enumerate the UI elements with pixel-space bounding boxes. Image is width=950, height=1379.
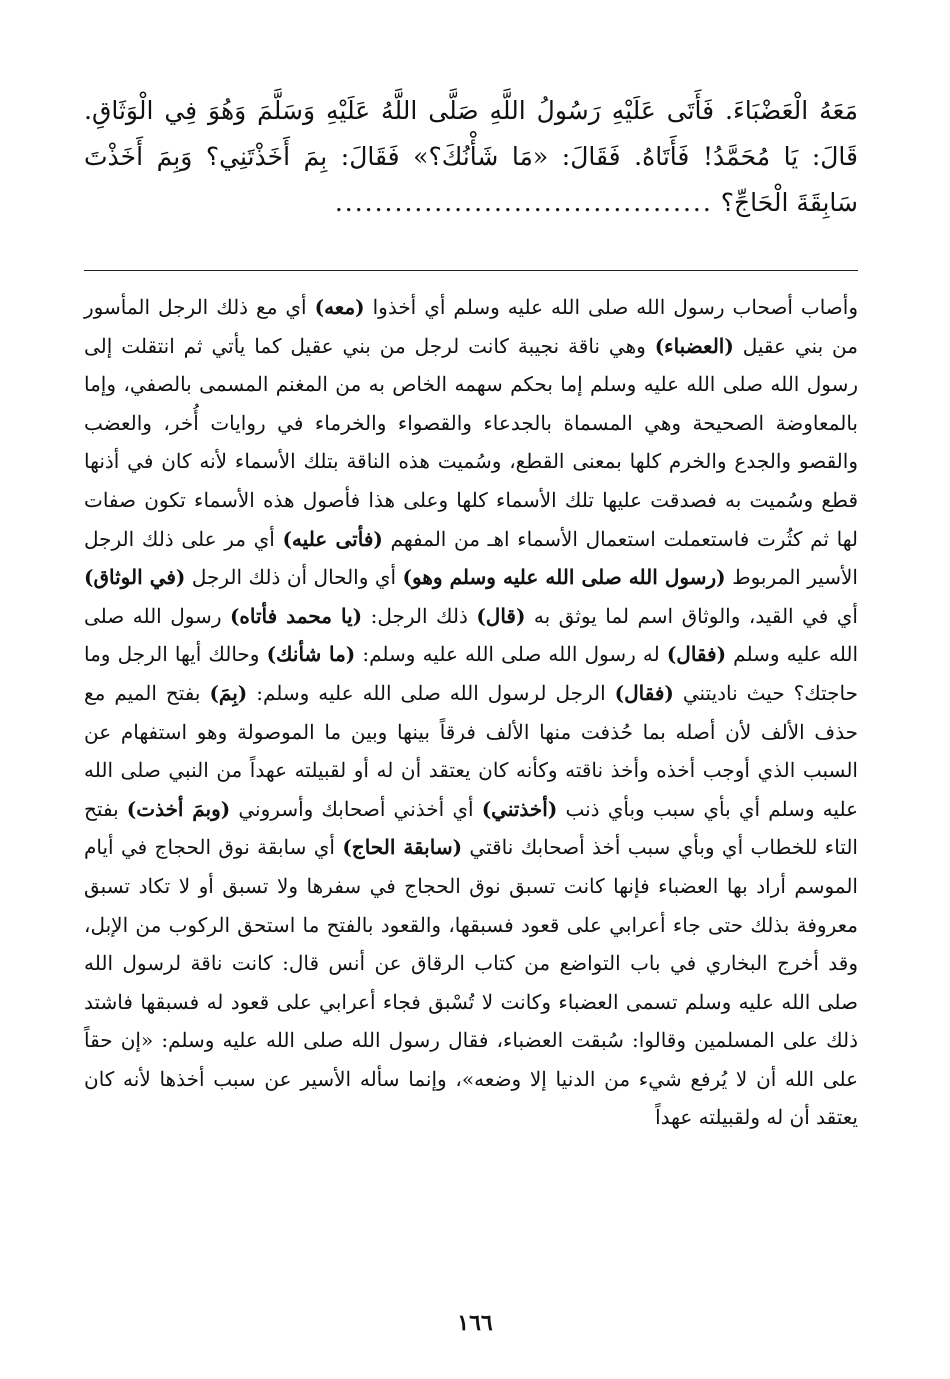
commentary-text: رسول الله صلى الله عليه وسلم <box>84 603 859 667</box>
quoted-term: (معه) <box>314 295 365 319</box>
quoted-term: (فقال) <box>614 680 674 705</box>
continuation-dots: ...................................... <box>334 188 713 217</box>
quoted-term: (فقال) <box>666 642 727 667</box>
commentary-text: له رسول الله صلى الله عليه وسلم: <box>355 642 667 667</box>
quoted-term: (أخذتني) <box>481 796 558 821</box>
commentary-text: أي في القيد، والوثاق اسم لما يوثق به <box>525 603 858 628</box>
commentary-text: أي أخذني أصحابك وأسروني <box>230 796 482 821</box>
commentary-text: أي مع ذلك الرجل المأسور من بني عقيل <box>84 295 858 358</box>
commentary-text: أي مر على ذلك الرجل الأسير المربوط <box>84 526 858 590</box>
commentary-text: وهي ناقة نجيبة كانت لرجل من بني عقيل كما يأتي ثم انتقلت إلى رسول الله صلى الله عليه وسلم إما بحكم سهمه الخاص به من المغنم المسمى بالصفي، وإما بالمعاوضة الصحيحة وهي المسماة بالجدعاء والقصواء والخرماء في روايات أُخر، والعضب والقصو والجدع والخرم كلها بمعنى القطع، وسُميت هذه الناقة بتلك الأسماء لأنه كان في أذنها قطع وسُميت به فصدقت عليها تلك الأسماء كلها وعلى هذا فأصول هذه الأسماء تكون صفات لها ثم كثُرت فاستعملت استعمال الأسماء اهـ من المفهم <box>84 333 859 551</box>
quoted-term: (ما شأنك) <box>266 642 356 667</box>
hadith-text-block <box>84 88 858 226</box>
commentary-text: ذلك الرجل: <box>362 603 477 628</box>
commentary-text: الرجل لرسول الله صلى الله عليه وسلم: <box>247 680 615 705</box>
quoted-term: (يا محمد فأتاه) <box>229 603 363 628</box>
commentary-block <box>84 288 858 1137</box>
commentary-text: وحالك أيها الرجل وما حاجتك؟ حيث ناديتني <box>84 642 858 705</box>
hadith-paragraph <box>84 88 858 226</box>
commentary-text: بفتح التاء للخطاب أي وبأي سبب أخذ أصحابك ناقتي <box>84 796 858 860</box>
book-page <box>84 88 858 1348</box>
quoted-term: (في الوثاق) <box>84 565 186 590</box>
footnote-divider <box>84 270 858 271</box>
quoted-term: (قال) <box>476 603 526 628</box>
quoted-term: (بِمَ) <box>209 680 248 705</box>
commentary-text: وأصاب أصحاب رسول الله صلى الله عليه وسلم أي أخذوا <box>364 295 859 319</box>
commentary-text: أي والحال أن ذلك الرجل <box>185 565 403 590</box>
hadith-text: مَعَهُ الْعَضْبَاءَ. فَأَتَى عَلَيْهِ رَسُولُ اللَّهِ صَلَّى اللَّهُ عَلَيْهِ وَسَلَّمَ وَهُوَ فِي الْوَثَاقِ. قَالَ: يَا مُحَمَّدُ! فَأَتَاهُ. فَقَالَ: «مَا شَأْنُكَ؟» فَقَالَ: بِمَ أَخَذْتَنِي؟ وَبِمَ أَخَذْتَ سَابِقَةَ الْحَاجِّ؟ <box>84 96 858 217</box>
commentary-text: أي سابقة نوق الحجاج في أيام الموسم أراد بها العضباء فإنها كانت تسبق نوق الحجاج في سفرها ولا تسبق أو لا تكاد تسبق معروفة بذلك حتى جاء أعرابي على قعود فسبقها، والقعود بالفتح ما استحق الركوب من الإبل، وقد أخرج البخاري في باب التواضع من كتاب الرقاق عن أنس قال: كانت ناقة لرسول الله صلى الله عليه وسلم تسمى العضباء وكانت لا تُسْبق فجاء أعرابي على قعود له فسبقها فاشتد ذلك على المسلمين وقالوا: سُبقت العضباء، فقال رسول الله صلى الله عليه وسلم: «إن حقاً على الله أن لا يُرفع شيء من الدنيا إلا وضعه»، وإنما سأله الأسير عن سبب أخذها لأنه كان يعتقد أن له ولقبيلته عهداً <box>84 835 858 1130</box>
commentary-text: بفتح الميم مع حذف الألف لأن أصله بما حُذفت منها الألف فرقاً بينها وبين ما الموصولة وهو استفهام عن السبب الذي أوجب أخذه وأخذ ناقته وكأنه كان يعتقد أن له أو لقبيلته عهداً من النبي صلى الله عليه وسلم أي بأي سبب وبأي ذنب <box>84 680 858 821</box>
quoted-term: (فأتى عليه) <box>282 526 383 551</box>
quoted-term: (وبمَ أخذت) <box>126 796 231 821</box>
quoted-term: (سابقة الحاج) <box>342 835 463 860</box>
quoted-term: (رسول الله صلى الله عليه وسلم وهو) <box>402 565 726 590</box>
page-number: ١٦٦ <box>457 1310 493 1336</box>
quoted-term: (العضباء) <box>654 333 734 358</box>
commentary-paragraph <box>84 288 858 1137</box>
